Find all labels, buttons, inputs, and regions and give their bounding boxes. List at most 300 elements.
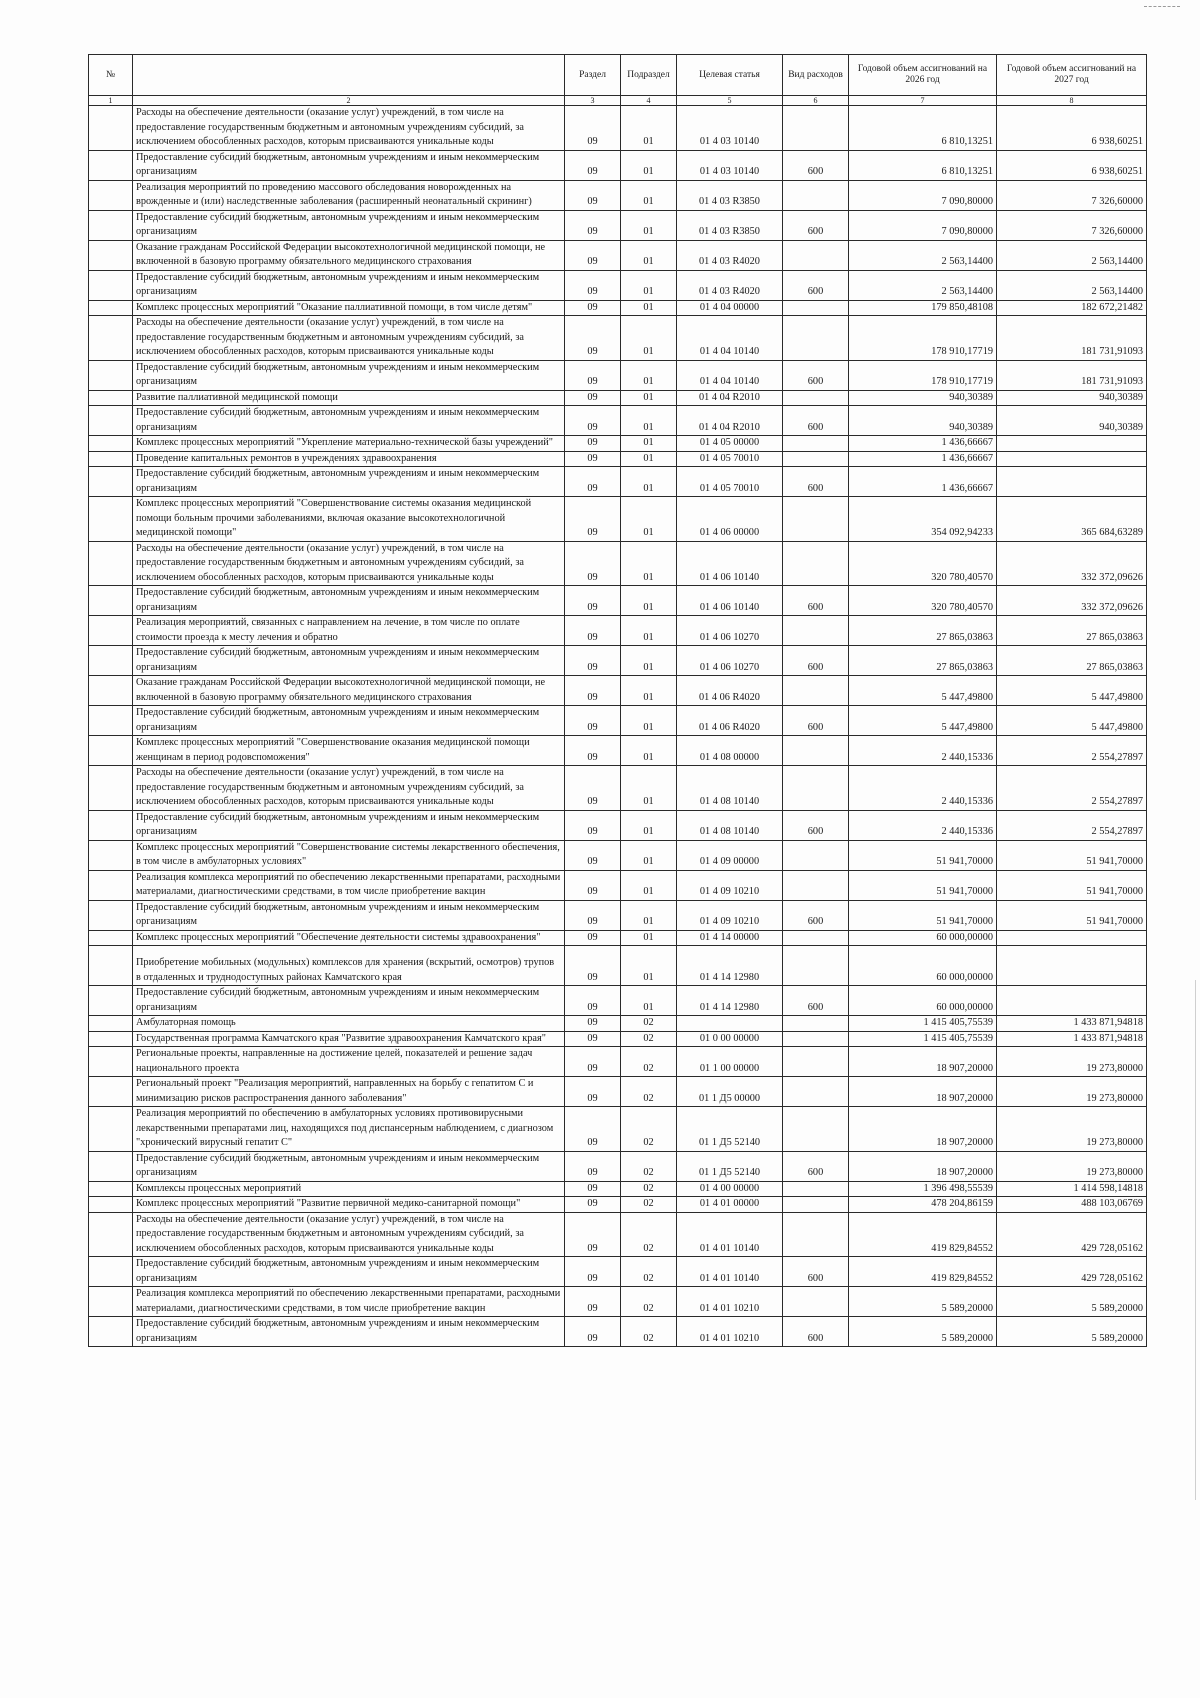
- expense-name: Предоставление субсидий бюджетным, автономным учреждениям и иным некоммерческим организациям: [133, 1151, 565, 1181]
- table-row: [89, 210, 1147, 240]
- section-code: 09: [565, 150, 621, 180]
- allocation-2027: 19 273,80000: [997, 1107, 1147, 1152]
- table-row: [89, 1287, 1147, 1317]
- subsection-code: 01: [621, 586, 677, 616]
- header-name: [133, 55, 565, 96]
- expense-name: Региональный проект "Реализация мероприятий, направленных на борьбу с гепатитом С и минимизацию рисков распространения данного заболевания": [133, 1077, 565, 1107]
- expense-type: 600: [783, 210, 849, 240]
- expense-name: Предоставление субсидий бюджетным, автономным учреждениям и иным некоммерческим организациям: [133, 406, 565, 436]
- allocation-2026: 60 000,00000: [849, 986, 997, 1016]
- subsection-code: 02: [621, 1317, 677, 1347]
- expense-type: 600: [783, 406, 849, 436]
- target-article: 01 4 04 R2010: [677, 406, 783, 436]
- subsection-code: 01: [621, 467, 677, 497]
- expense-name: Расходы на обеспечение деятельности (оказание услуг) учреждений, в том числе на предоставление государственным бюджетным и автономным учреждениям субсидий, за исключением обособленных расходов, которым присваиваются уникальные коды: [133, 316, 565, 361]
- allocation-2026: 1 436,66667: [849, 436, 997, 452]
- allocation-2026: 419 829,84552: [849, 1257, 997, 1287]
- section-code: 09: [565, 1287, 621, 1317]
- col-number: 3: [565, 96, 621, 106]
- allocation-2027: [997, 930, 1147, 946]
- target-article: 01 4 03 R3850: [677, 180, 783, 210]
- section-code: 09: [565, 986, 621, 1016]
- allocation-2026: 7 090,80000: [849, 210, 997, 240]
- expense-type: 600: [783, 900, 849, 930]
- allocation-2027: 1 414 598,14818: [997, 1181, 1147, 1197]
- section-code: 09: [565, 1197, 621, 1213]
- expense-name: Предоставление субсидий бюджетным, автономным учреждениям и иным некоммерческим организациям: [133, 1317, 565, 1347]
- table-row: [89, 1317, 1147, 1347]
- row-number: [89, 1151, 133, 1181]
- subsection-code: 01: [621, 736, 677, 766]
- subsection-code: 01: [621, 451, 677, 467]
- expense-type: 600: [783, 586, 849, 616]
- allocation-2026: 320 780,40570: [849, 541, 997, 586]
- row-number: [89, 616, 133, 646]
- section-code: 09: [565, 1031, 621, 1047]
- subsection-code: 01: [621, 930, 677, 946]
- subsection-code: 01: [621, 106, 677, 151]
- allocation-2027: 51 941,70000: [997, 900, 1147, 930]
- allocation-2027: 1 433 871,94818: [997, 1031, 1147, 1047]
- subsection-code: 01: [621, 300, 677, 316]
- section-code: 09: [565, 300, 621, 316]
- subsection-code: 01: [621, 180, 677, 210]
- expense-type: 600: [783, 467, 849, 497]
- row-number: [89, 436, 133, 452]
- expense-type: [783, 451, 849, 467]
- section-code: 09: [565, 1257, 621, 1287]
- table-row: [89, 586, 1147, 616]
- col-number: 8: [997, 96, 1147, 106]
- allocation-2027: [997, 451, 1147, 467]
- row-number: [89, 390, 133, 406]
- section-code: 09: [565, 930, 621, 946]
- table-row: [89, 451, 1147, 467]
- row-number: [89, 1197, 133, 1213]
- target-article: 01 4 03 10140: [677, 150, 783, 180]
- target-article: 01 4 06 00000: [677, 497, 783, 542]
- section-code: 09: [565, 541, 621, 586]
- subsection-code: 01: [621, 360, 677, 390]
- subsection-code: 02: [621, 1287, 677, 1317]
- allocation-2027: 332 372,09626: [997, 586, 1147, 616]
- subsection-code: 02: [621, 1016, 677, 1032]
- target-article: 01 4 09 00000: [677, 840, 783, 870]
- target-article: 01 4 05 00000: [677, 436, 783, 452]
- expense-name: Расходы на обеспечение деятельности (оказание услуг) учреждений, в том числе на предоставление государственным бюджетным и автономным учреждениям субсидий, за исключением обособленных расходов, которым присваиваются уникальные коды: [133, 1212, 565, 1257]
- allocation-2026: 51 941,70000: [849, 840, 997, 870]
- allocation-2027: 19 273,80000: [997, 1047, 1147, 1077]
- table-row: [89, 390, 1147, 406]
- scan-corner-mark: [1144, 6, 1180, 7]
- section-code: 09: [565, 497, 621, 542]
- section-code: 09: [565, 900, 621, 930]
- row-number: [89, 1047, 133, 1077]
- target-article: 01 4 01 10210: [677, 1287, 783, 1317]
- target-article: 01 4 08 10140: [677, 766, 783, 811]
- expense-type: 600: [783, 1257, 849, 1287]
- table-row: [89, 150, 1147, 180]
- allocation-2027: 2 554,27897: [997, 736, 1147, 766]
- expense-name: Расходы на обеспечение деятельности (оказание услуг) учреждений, в том числе на предоставление государственным бюджетным и автономным учреждениям субсидий, за исключением обособленных расходов, которым присваиваются уникальные коды: [133, 766, 565, 811]
- expense-type: [783, 736, 849, 766]
- section-code: 09: [565, 1047, 621, 1077]
- expense-name: Реализация мероприятий по обеспечению в амбулаторных условиях противовирусными лекарственными препаратами лиц, находящихся под диспансерным наблюдением, с диагнозом "хронический вирусный гепатит С": [133, 1107, 565, 1152]
- row-number: [89, 106, 133, 151]
- row-number: [89, 810, 133, 840]
- subsection-code: 02: [621, 1257, 677, 1287]
- table-row: [89, 616, 1147, 646]
- scan-edge-line: [1195, 980, 1196, 1500]
- subsection-code: 01: [621, 150, 677, 180]
- allocation-2027: 1 433 871,94818: [997, 1016, 1147, 1032]
- table-body: [89, 106, 1147, 1347]
- row-number: [89, 840, 133, 870]
- header-2026: Годовой объем ассигнований на 2026 год: [849, 55, 997, 96]
- subsection-code: 01: [621, 616, 677, 646]
- target-article: [677, 1016, 783, 1032]
- expense-name: Государственная программа Камчатского края "Развитие здравоохранения Камчатского края": [133, 1031, 565, 1047]
- expense-name: Реализация комплекса мероприятий по обеспечению лекарственными препаратами, расходными материалами, диагностическими средствами, в том числе приобретение вакцин: [133, 1287, 565, 1317]
- target-article: 01 4 06 R4020: [677, 706, 783, 736]
- table-row: [89, 946, 1147, 986]
- table-row: [89, 316, 1147, 361]
- header-2027: Годовой объем ассигнований на 2027 год: [997, 55, 1147, 96]
- expense-type: 600: [783, 986, 849, 1016]
- section-code: 09: [565, 180, 621, 210]
- expense-type: [783, 1212, 849, 1257]
- allocation-2026: 18 907,20000: [849, 1151, 997, 1181]
- target-article: 01 4 08 10140: [677, 810, 783, 840]
- target-article: 01 1 Д5 52140: [677, 1107, 783, 1152]
- section-code: 09: [565, 646, 621, 676]
- target-article: 01 4 09 10210: [677, 870, 783, 900]
- expense-name: Комплексы процессных мероприятий: [133, 1181, 565, 1197]
- row-number: [89, 900, 133, 930]
- expense-type: 600: [783, 1317, 849, 1347]
- allocation-2027: 181 731,91093: [997, 316, 1147, 361]
- expense-type: [783, 436, 849, 452]
- expense-type: [783, 1181, 849, 1197]
- expense-type: [783, 1287, 849, 1317]
- target-article: 01 4 04 10140: [677, 360, 783, 390]
- allocation-2027: [997, 986, 1147, 1016]
- row-number: [89, 467, 133, 497]
- section-code: 09: [565, 360, 621, 390]
- target-article: 01 4 00 00000: [677, 1181, 783, 1197]
- target-article: 01 4 06 10140: [677, 586, 783, 616]
- table-row: [89, 646, 1147, 676]
- row-number: [89, 150, 133, 180]
- col-number: 7: [849, 96, 997, 106]
- expense-type: [783, 930, 849, 946]
- allocation-2026: 27 865,03863: [849, 646, 997, 676]
- section-code: 09: [565, 1212, 621, 1257]
- section-code: 09: [565, 946, 621, 986]
- target-article: 01 4 03 10140: [677, 106, 783, 151]
- target-article: 01 4 04 10140: [677, 316, 783, 361]
- subsection-code: 01: [621, 240, 677, 270]
- table-row: [89, 467, 1147, 497]
- header-target: Целевая статья: [677, 55, 783, 96]
- expense-type: [783, 390, 849, 406]
- header-no: №: [89, 55, 133, 96]
- row-number: [89, 646, 133, 676]
- allocation-2026: 2 440,15336: [849, 736, 997, 766]
- allocation-2026: 419 829,84552: [849, 1212, 997, 1257]
- expense-name: Комплекс процессных мероприятий "Совершенствование системы оказания медицинской помощи больным прочими заболеваниями, включая оказание высокотехнологичной медицинской помощи": [133, 497, 565, 542]
- subsection-code: 01: [621, 900, 677, 930]
- expense-type: [783, 541, 849, 586]
- row-number: [89, 300, 133, 316]
- section-code: 09: [565, 1181, 621, 1197]
- table-row: [89, 1151, 1147, 1181]
- allocation-2027: 2 563,14400: [997, 270, 1147, 300]
- expense-type: [783, 180, 849, 210]
- table-row: [89, 180, 1147, 210]
- allocation-2026: 18 907,20000: [849, 1107, 997, 1152]
- expense-type: [783, 1077, 849, 1107]
- row-number: [89, 541, 133, 586]
- target-article: 01 4 01 10140: [677, 1212, 783, 1257]
- expense-name: Предоставление субсидий бюджетным, автономным учреждениям и иным некоммерческим организациям: [133, 467, 565, 497]
- subsection-code: 02: [621, 1212, 677, 1257]
- subsection-code: 01: [621, 810, 677, 840]
- row-number: [89, 1317, 133, 1347]
- row-number: [89, 270, 133, 300]
- subsection-code: 01: [621, 316, 677, 361]
- allocation-2026: 51 941,70000: [849, 870, 997, 900]
- table-row: [89, 406, 1147, 436]
- allocation-2027: 6 938,60251: [997, 106, 1147, 151]
- allocation-2026: 2 563,14400: [849, 240, 997, 270]
- expense-name: Комплекс процессных мероприятий "Оказание паллиативной помощи, в том числе детям": [133, 300, 565, 316]
- expense-name: Предоставление субсидий бюджетным, автономным учреждениям и иным некоммерческим организациям: [133, 210, 565, 240]
- target-article: 01 1 00 00000: [677, 1047, 783, 1077]
- allocation-2027: 488 103,06769: [997, 1197, 1147, 1213]
- row-number: [89, 946, 133, 986]
- expense-type: [783, 616, 849, 646]
- allocation-2026: 5 447,49800: [849, 676, 997, 706]
- expense-type: 600: [783, 270, 849, 300]
- allocation-2027: 7 326,60000: [997, 210, 1147, 240]
- expense-type: [783, 870, 849, 900]
- allocation-2027: 51 941,70000: [997, 870, 1147, 900]
- allocation-2027: 332 372,09626: [997, 541, 1147, 586]
- target-article: 01 4 06 R4020: [677, 676, 783, 706]
- subsection-code: 02: [621, 1151, 677, 1181]
- allocation-2027: 51 941,70000: [997, 840, 1147, 870]
- subsection-code: 01: [621, 986, 677, 1016]
- expense-name: Предоставление субсидий бюджетным, автономным учреждениям и иным некоммерческим организациям: [133, 150, 565, 180]
- allocation-2027: 27 865,03863: [997, 646, 1147, 676]
- allocation-2026: 320 780,40570: [849, 586, 997, 616]
- allocation-2026: 940,30389: [849, 406, 997, 436]
- target-article: 01 4 03 R4020: [677, 270, 783, 300]
- allocation-2027: 2 563,14400: [997, 240, 1147, 270]
- allocation-2026: 18 907,20000: [849, 1047, 997, 1077]
- section-code: 09: [565, 706, 621, 736]
- expense-type: [783, 1197, 849, 1213]
- expense-name: Реализация мероприятий по проведению массового обследования новорожденных на врожденные и (или) наследственные заболевания (расширенный неонатальный скрининг): [133, 180, 565, 210]
- target-article: 01 4 04 R2010: [677, 390, 783, 406]
- table-row: [89, 1181, 1147, 1197]
- allocation-2027: 7 326,60000: [997, 180, 1147, 210]
- target-article: 01 4 06 10270: [677, 616, 783, 646]
- expense-name: Комплекс процессных мероприятий "Развитие первичной медико-санитарной помощи": [133, 1197, 565, 1213]
- expense-name: Предоставление субсидий бюджетным, автономным учреждениям и иным некоммерческим организациям: [133, 810, 565, 840]
- table-row: [89, 810, 1147, 840]
- expense-name: Реализация мероприятий, связанных с направлением на лечение, в том числе по оплате стоимости проезда к месту лечения и обратно: [133, 616, 565, 646]
- expense-name: Реализация комплекса мероприятий по обеспечению лекарственными препаратами, расходными материалами, диагностическими средствами, в том числе приобретение вакцин: [133, 870, 565, 900]
- subsection-code: 01: [621, 541, 677, 586]
- table-row: [89, 840, 1147, 870]
- row-number: [89, 766, 133, 811]
- section-code: 09: [565, 436, 621, 452]
- table-row: [89, 1031, 1147, 1047]
- expense-type: [783, 766, 849, 811]
- allocation-2027: [997, 946, 1147, 986]
- section-code: 09: [565, 240, 621, 270]
- subsection-code: 01: [621, 497, 677, 542]
- row-number: [89, 1257, 133, 1287]
- allocation-2027: 5 447,49800: [997, 676, 1147, 706]
- section-code: 09: [565, 870, 621, 900]
- subsection-code: 01: [621, 676, 677, 706]
- expense-name: Предоставление субсидий бюджетным, автономным учреждениям и иным некоммерческим организациям: [133, 270, 565, 300]
- subsection-code: 01: [621, 946, 677, 986]
- table-row: [89, 706, 1147, 736]
- allocation-2026: 27 865,03863: [849, 616, 997, 646]
- section-code: 09: [565, 616, 621, 646]
- allocation-2026: 2 440,15336: [849, 766, 997, 811]
- allocation-2026: 51 941,70000: [849, 900, 997, 930]
- header-number-row: [89, 96, 1147, 106]
- allocation-2026: 60 000,00000: [849, 930, 997, 946]
- row-number: [89, 586, 133, 616]
- header-subsection: Подраздел: [621, 55, 677, 96]
- row-number: [89, 930, 133, 946]
- allocation-2026: 18 907,20000: [849, 1077, 997, 1107]
- allocation-2026: 2 563,14400: [849, 270, 997, 300]
- table-row: [89, 1197, 1147, 1213]
- row-number: [89, 1077, 133, 1107]
- target-article: 01 4 03 R3850: [677, 210, 783, 240]
- expense-name: Расходы на обеспечение деятельности (оказание услуг) учреждений, в том числе на предоставление государственным бюджетным и автономным учреждениям субсидий, за исключением обособленных расходов, которым присваиваются уникальные коды: [133, 541, 565, 586]
- row-number: [89, 1181, 133, 1197]
- table-row: [89, 106, 1147, 151]
- expense-type: [783, 1107, 849, 1152]
- expense-name: Амбулаторная помощь: [133, 1016, 565, 1032]
- allocation-2027: 940,30389: [997, 406, 1147, 436]
- section-code: 09: [565, 1016, 621, 1032]
- allocation-2027: 181 731,91093: [997, 360, 1147, 390]
- row-number: [89, 210, 133, 240]
- expense-type: [783, 300, 849, 316]
- row-number: [89, 406, 133, 436]
- allocation-2026: 5 447,49800: [849, 706, 997, 736]
- table-row: [89, 497, 1147, 542]
- target-article: 01 4 05 70010: [677, 451, 783, 467]
- expense-type: [783, 676, 849, 706]
- col-number: 4: [621, 96, 677, 106]
- target-article: 01 4 03 R4020: [677, 240, 783, 270]
- allocation-2027: 429 728,05162: [997, 1257, 1147, 1287]
- section-code: 09: [565, 810, 621, 840]
- allocation-2026: 178 910,17719: [849, 360, 997, 390]
- allocation-2027: 19 273,80000: [997, 1151, 1147, 1181]
- expense-name: Оказание гражданам Российской Федерации высокотехнологичной медицинской помощи, не включенной в базовую программу обязательного медицинского страхования: [133, 240, 565, 270]
- col-number: 6: [783, 96, 849, 106]
- row-number: [89, 1016, 133, 1032]
- allocation-2026: 178 910,17719: [849, 316, 997, 361]
- section-code: 09: [565, 840, 621, 870]
- allocation-2026: 60 000,00000: [849, 946, 997, 986]
- allocation-2027: 940,30389: [997, 390, 1147, 406]
- expense-name: Приобретение мобильных (модульных) комплексов для хранения (вскрытий, осмотров) трупов в отдаленных и труднодоступных районах Камчатского края: [133, 946, 565, 986]
- expense-type: 600: [783, 646, 849, 676]
- allocation-2027: 2 554,27897: [997, 766, 1147, 811]
- allocation-2026: 1 436,66667: [849, 451, 997, 467]
- expense-type: 600: [783, 1151, 849, 1181]
- target-article: 01 4 01 10140: [677, 1257, 783, 1287]
- target-article: 01 4 08 00000: [677, 736, 783, 766]
- table-row: [89, 1212, 1147, 1257]
- header-row: [89, 55, 1147, 96]
- section-code: 09: [565, 406, 621, 436]
- table-row: [89, 870, 1147, 900]
- section-code: 09: [565, 736, 621, 766]
- row-number: [89, 870, 133, 900]
- expense-name: Предоставление субсидий бюджетным, автономным учреждениям и иным некоммерческим организациям: [133, 900, 565, 930]
- subsection-code: 02: [621, 1031, 677, 1047]
- table-row: [89, 766, 1147, 811]
- expense-name: Развитие паллиативной медицинской помощи: [133, 390, 565, 406]
- expense-type: [783, 497, 849, 542]
- subsection-code: 01: [621, 436, 677, 452]
- row-number: [89, 451, 133, 467]
- subsection-code: 02: [621, 1197, 677, 1213]
- table-row: [89, 1016, 1147, 1032]
- subsection-code: 02: [621, 1077, 677, 1107]
- section-code: 09: [565, 390, 621, 406]
- col-number: 2: [133, 96, 565, 106]
- target-article: 01 4 09 10210: [677, 900, 783, 930]
- section-code: 09: [565, 210, 621, 240]
- allocation-2026: 1 415 405,75539: [849, 1031, 997, 1047]
- allocation-2027: [997, 436, 1147, 452]
- expense-name: Предоставление субсидий бюджетным, автономным учреждениям и иным некоммерческим организациям: [133, 986, 565, 1016]
- allocation-2026: 5 589,20000: [849, 1287, 997, 1317]
- allocation-2026: 5 589,20000: [849, 1317, 997, 1347]
- target-article: 01 4 14 00000: [677, 930, 783, 946]
- expense-name: Предоставление субсидий бюджетным, автономным учреждениям и иным некоммерческим организациям: [133, 586, 565, 616]
- allocation-2026: 7 090,80000: [849, 180, 997, 210]
- expense-type: [783, 106, 849, 151]
- expense-type: [783, 1047, 849, 1077]
- allocation-2026: 478 204,86159: [849, 1197, 997, 1213]
- subsection-code: 02: [621, 1047, 677, 1077]
- allocation-2026: 6 810,13251: [849, 106, 997, 151]
- table-row: [89, 676, 1147, 706]
- section-code: 09: [565, 106, 621, 151]
- expense-type: 600: [783, 360, 849, 390]
- expense-type: [783, 840, 849, 870]
- section-code: 09: [565, 1077, 621, 1107]
- col-number: 5: [677, 96, 783, 106]
- subsection-code: 01: [621, 840, 677, 870]
- allocation-2027: 27 865,03863: [997, 616, 1147, 646]
